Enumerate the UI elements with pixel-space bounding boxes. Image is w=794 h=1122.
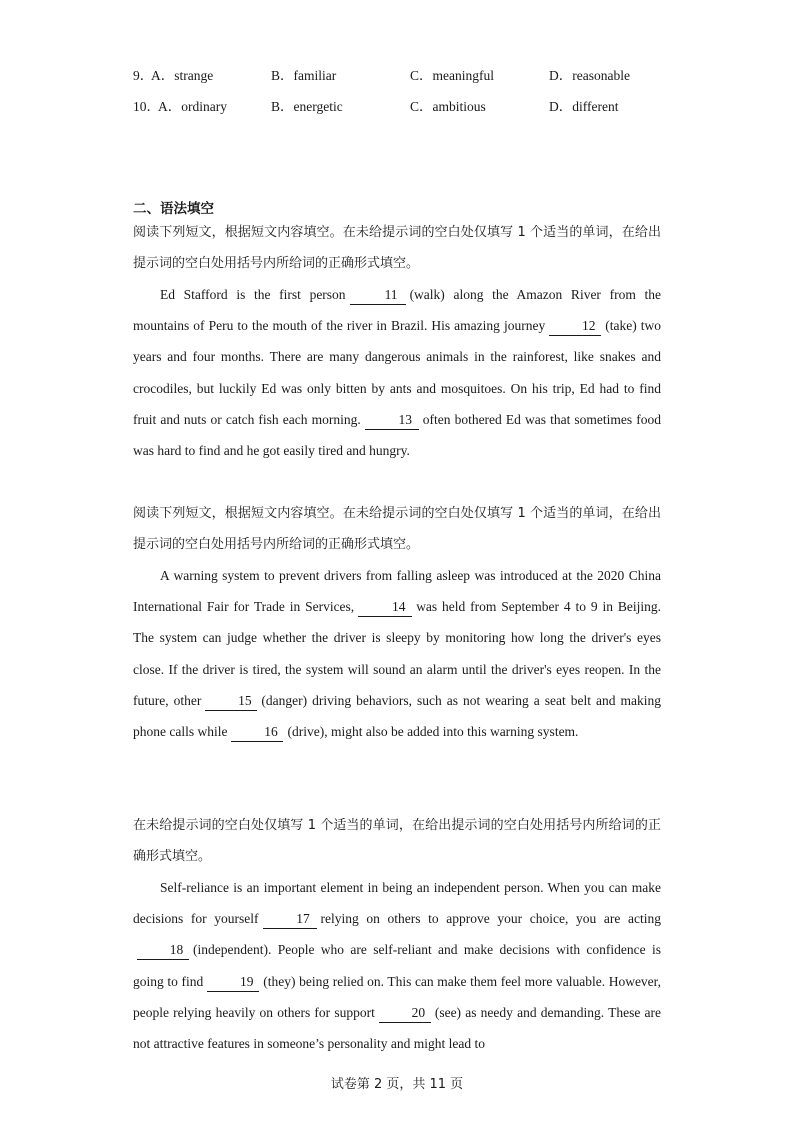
- option-c: C．ambitious: [410, 99, 486, 114]
- question-number: 10．: [133, 99, 160, 114]
- passage-3-instruction: 在未给提示词的空白处仅填写 1 个适当的单词，在给出提示词的空白处用括号内所给词的正确形式填空。: [133, 818, 661, 865]
- section-title: 二、语法填空: [133, 201, 214, 217]
- option-d: D．reasonable: [549, 68, 630, 83]
- blank-19[interactable]: 19: [207, 973, 259, 992]
- blank-15[interactable]: 15: [205, 692, 257, 711]
- page-footer: 试卷第 2 页，共 11 页: [330, 1077, 464, 1092]
- passage-1-instruction: 阅读下列短文，根据短文内容填空。在未给提示词的空白处仅填写 1 个适当的单词，在给出提示词的空白处用括号内所给词的正确形式填空。: [133, 225, 661, 272]
- option-d: D．different: [549, 99, 619, 114]
- passage-3-text: Self-reliance is an important element in being an independent person. When you can make decisions for yourself 17 relying on others to approve your choice, you are acting18 (independent). People who are self-reliant and make decisions with confidence is going to find 19 (they) being relied on. This can make them feel more valuable. However, people relying heavily on others for support 20 (see) as needy and demanding. These are not attractive features in someone’s personality and might lead to: [133, 880, 662, 1052]
- blank-13[interactable]: 13: [365, 411, 419, 430]
- blank-11[interactable]: 11: [350, 286, 406, 305]
- question-number: 9．: [133, 68, 154, 83]
- passage-2-instruction: 阅读下列短文，根据短文内容填空。在未给提示词的空白处仅填写 1 个适当的单词，在给出提示词的空白处用括号内所给词的正确形式填空。: [133, 506, 661, 553]
- option-a: A．strange: [151, 68, 214, 83]
- passage-1-text: Ed Stafford is the first person 11 (walk) along the Amazon River from the mountains of Peru to the mouth of the river in Brazil. His amazing journey 12 (take) two years and four months. There are many dangerous animals in the rainforest, like snakes and crocodiles, but luckily Ed was only bitten by ants and mosquitoes. On his trip, Ed had to find fruit and nuts or catch fish each morning. 13 often bothered Ed was that sometimes food was hard to find and he got easily tired and hungry.: [133, 287, 661, 459]
- option-b: B．energetic: [271, 99, 343, 114]
- option-c: C．meaningful: [410, 68, 494, 83]
- blank-18[interactable]: 18: [137, 941, 189, 960]
- blank-14[interactable]: 14: [358, 598, 412, 617]
- option-b: B．familiar: [271, 68, 337, 83]
- blank-20[interactable]: 20: [379, 1004, 431, 1023]
- blank-12[interactable]: 12: [549, 317, 601, 336]
- option-a: A．ordinary: [158, 99, 227, 114]
- blank-17[interactable]: 17: [263, 910, 317, 929]
- blank-16[interactable]: 16: [231, 723, 283, 742]
- passage-2-text: A warning system to prevent drivers from falling asleep was introduced at the 2020 China International Fair for Trade in Services, 14 was held from September 4 to 9 in Beijing. The system can judge whether the driver is sleepy by monitoring how long the driver's eyes close. If the driver is tired, the system will sound an alarm until the driver's eyes reopen. In the future, other 15 (danger) driving behaviors, such as not wearing a seat belt and making phone calls while 16 (drive), might also be added into this warning system.: [133, 560, 661, 747]
